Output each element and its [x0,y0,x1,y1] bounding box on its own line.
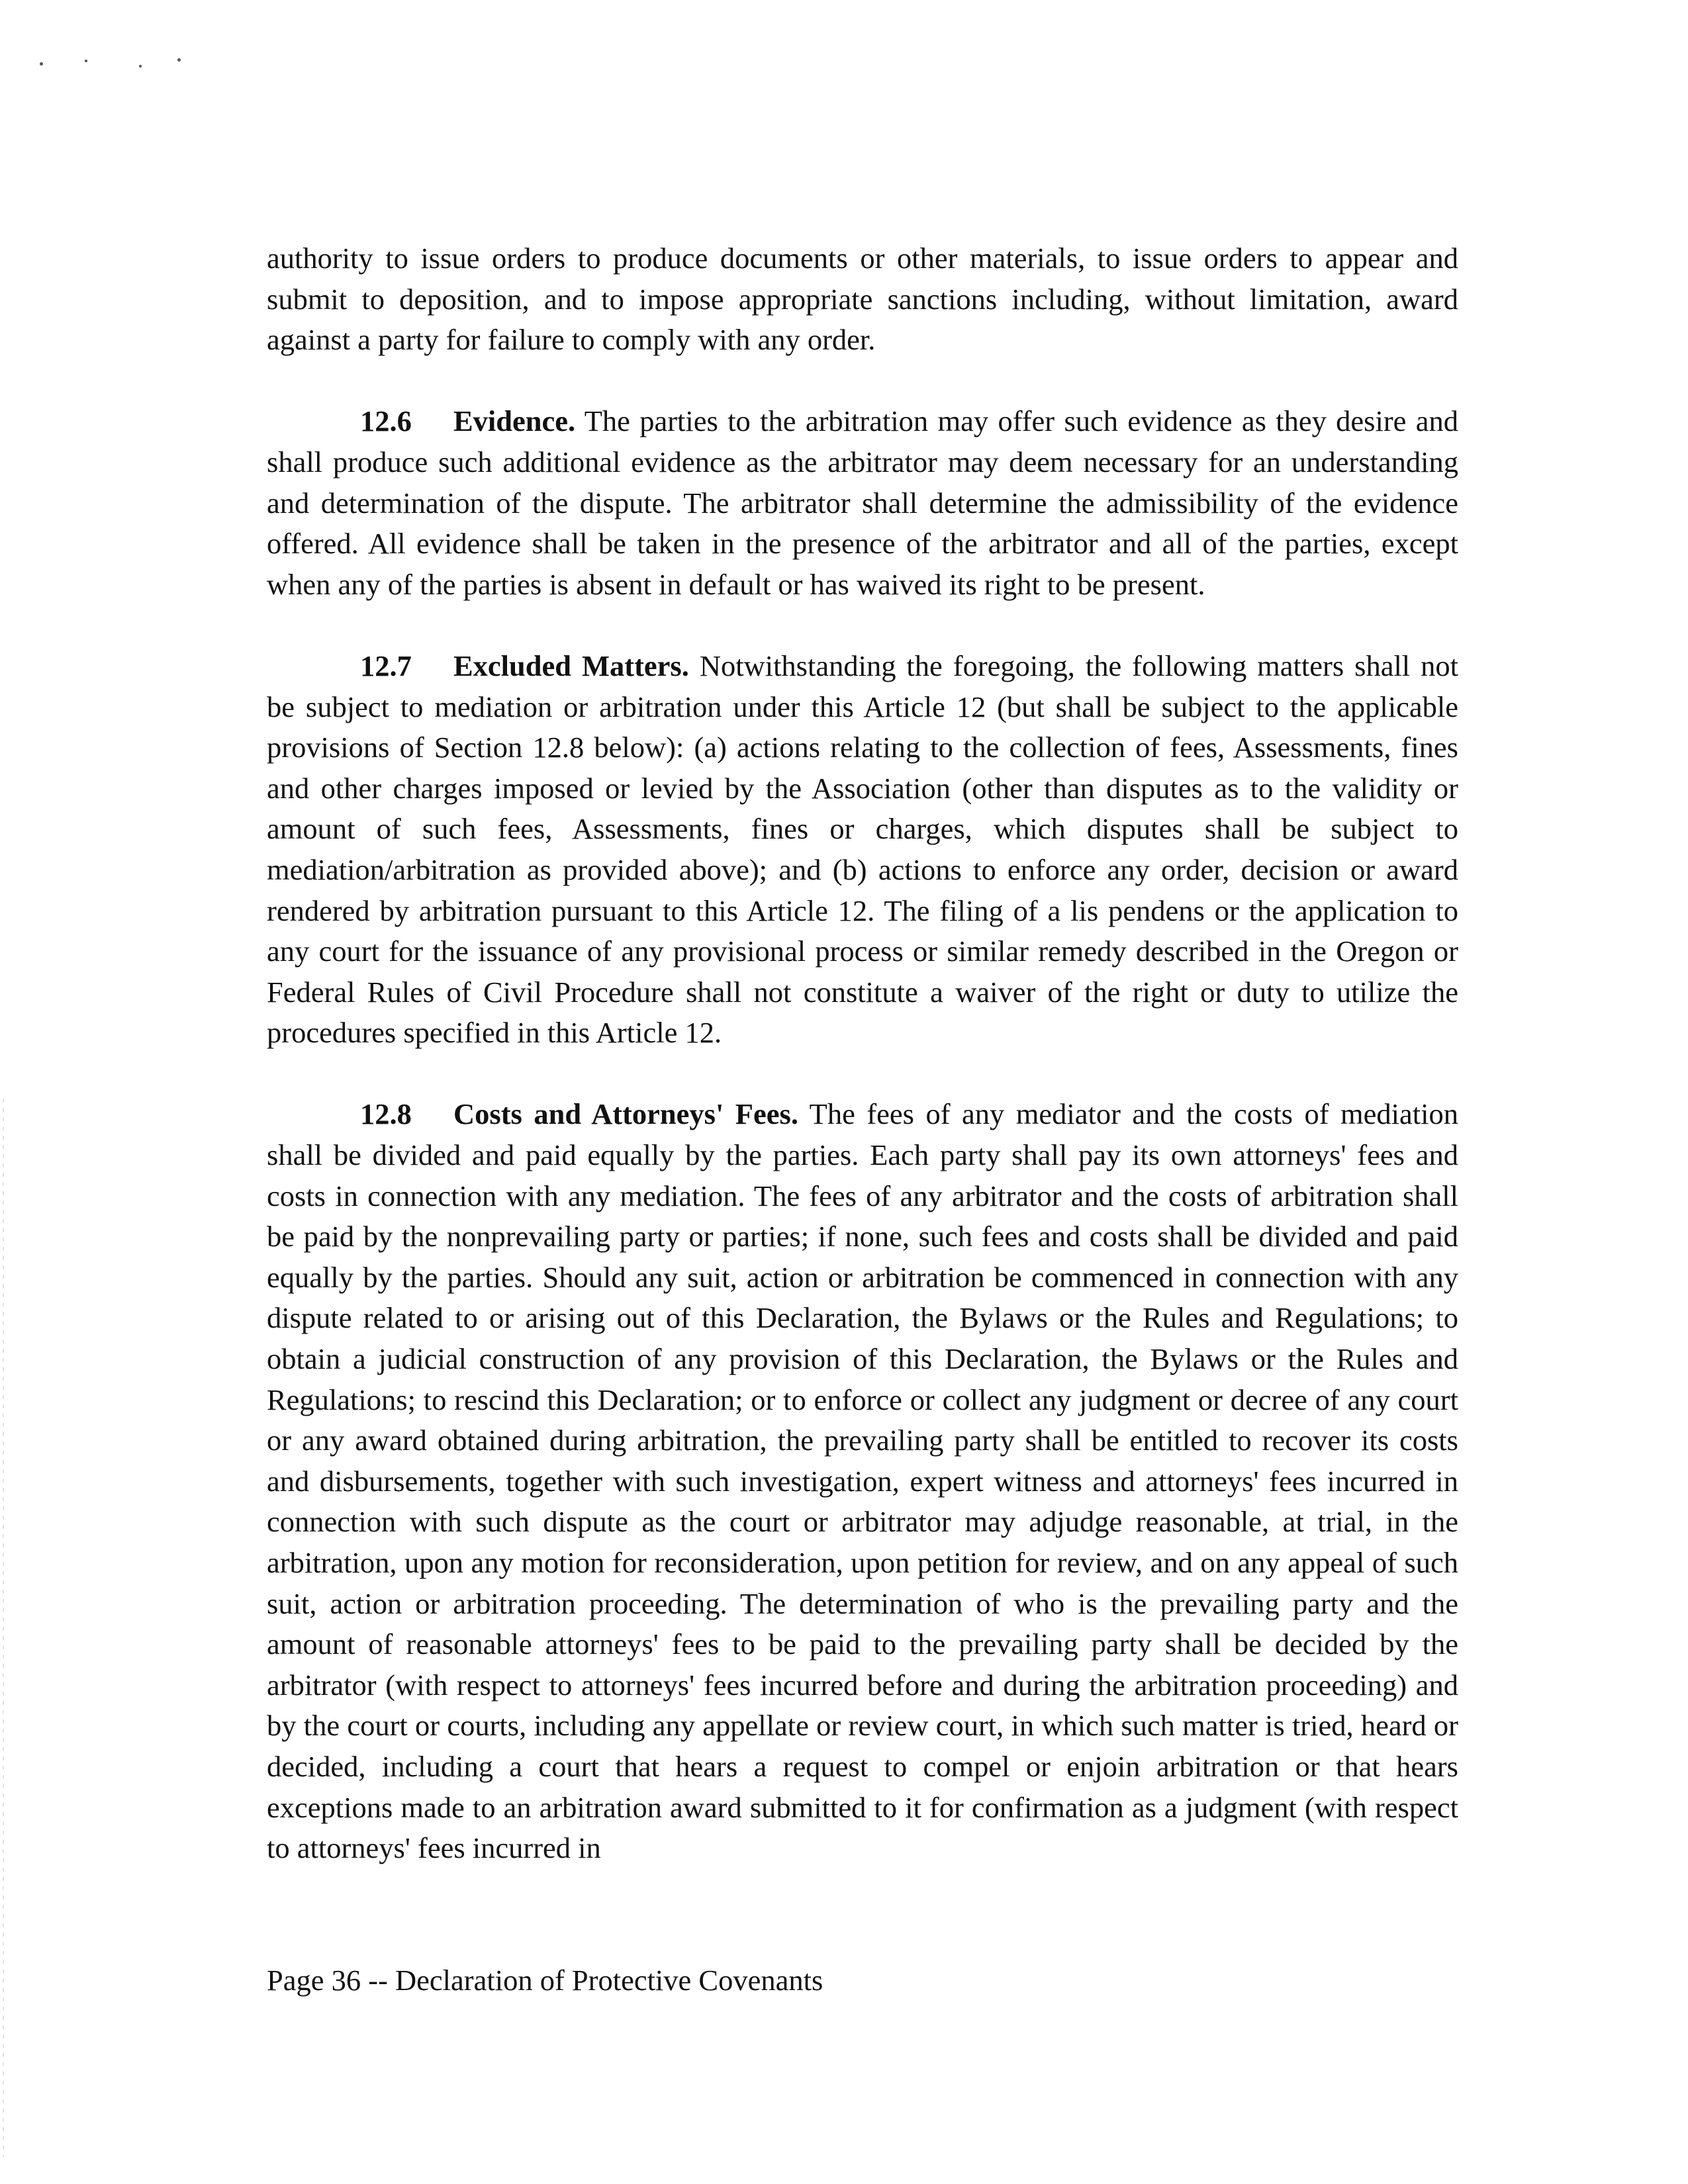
section-text: The fees of any mediator and the costs of mediation shall be divided and paid equally by the parties. Each party shall pay its own attorneys' fees and costs in connection with any mediation. The fees of any arbitrator and the costs of arbitration shall be paid by the nonprevailing party or parties; if none, such fees and costs shall be divided and paid equally by the parties. Should any suit, action or arbitration be commenced in connection with any dispute related to or arising out of this Declaration, the Bylaws or the Rules and Regulations; to obtain a judicial construction of any provision of this Declaration, the Bylaws or the Rules and Regulations; to rescind this Declaration; or to enforce or collect any judgment or decree of any court or any award obtained during arbitration, the prevailing party shall be entitled to recover its costs and disbursements, together with such investigation, expert witness and attorneys' fees incurred in connection with such dispute as the court or arbitrator may adjudge reasonable, at trial, in the arbitration, upon any motion for reconsideration, upon petition for review, and on any appeal of such suit, action or arbitration proceeding. The determination of who is the prevailing party and the amount of reasonable attorneys' fees to be paid to the prevailing party shall be decided by the arbitrator (with respect to attorneys' fees incurred before and during the arbitration proceeding) and by the court or courts, including any appellate or review court, in which such matter is tried, heard or decided, including a court that hears a request to compel or enjoin arbitration or that hears exceptions made to an arbitration award submitted to it for confirmation as a judgment (with respect to attorneys' fees incurred in [267,1097,1458,1865]
scan-speck [40,62,43,66]
scan-speck [85,60,87,62]
section-text: Notwithstanding the foregoing, the following matters shall not be subject to mediation or arbitration under this Article 12 (but shall be subject to the applicable provisions of Section 12.8 below): (a) actions relating to the collection of fees, Assessments, fines and other charges imposed or levied by the Association (other than disputes as to the validity or amount of such fees, Assessments, fines or charges, which disputes shall be subject to mediation/arbitration as provided above); and (b) actions to enforce any order, decision or award rendered by arbitration pursuant to this Article 12. The filing of a lis pendens or the application to any court for the issuance of any provisional process or similar remedy described in the Oregon or Federal Rules of Civil Procedure shall not constitute a waiver of the right or duty to utilize the procedures specified in this Article 12. [267,649,1458,1050]
section-title: Costs and Attorneys' Fees. [453,1097,798,1131]
section-title: Evidence. [453,404,576,438]
scan-speck [177,58,181,62]
section-number: 12.8 [360,1097,412,1131]
section-text: The parties to the arbitration may offer such evidence as they desire and shall produce such additional evidence as the arbitrator may deem necessary for an understanding and determination of the dispute. The arbitrator shall determine the admissibility of the evidence offered. All evidence shall be taken in the presence of the arbitrator and all of the parties, except when any of the parties is absent in default or has waived its right to be present. [267,404,1459,601]
scan-speck [139,65,142,68]
scan-specks [40,58,192,71]
scan-edge-artifact [3,1099,4,2158]
section-title: Excluded Matters. [453,649,689,682]
document-body [267,238,1458,1909]
section-number: 12.6 [360,404,412,438]
section-12-6 [267,401,1458,605]
section-12-8 [267,1094,1458,1868]
page-footer: Page 36 -- Declaration of Protective Covenants [267,1964,823,1997]
continuation-paragraph: authority to issue orders to produce documents or other materials, to issue orders to appear and submit to deposition, and to impose appropriate sanctions including, without limitation, award against a party for failure to comply with any order. [267,242,1458,357]
section-number: 12.7 [360,649,412,682]
section-12-7 [267,646,1458,1054]
